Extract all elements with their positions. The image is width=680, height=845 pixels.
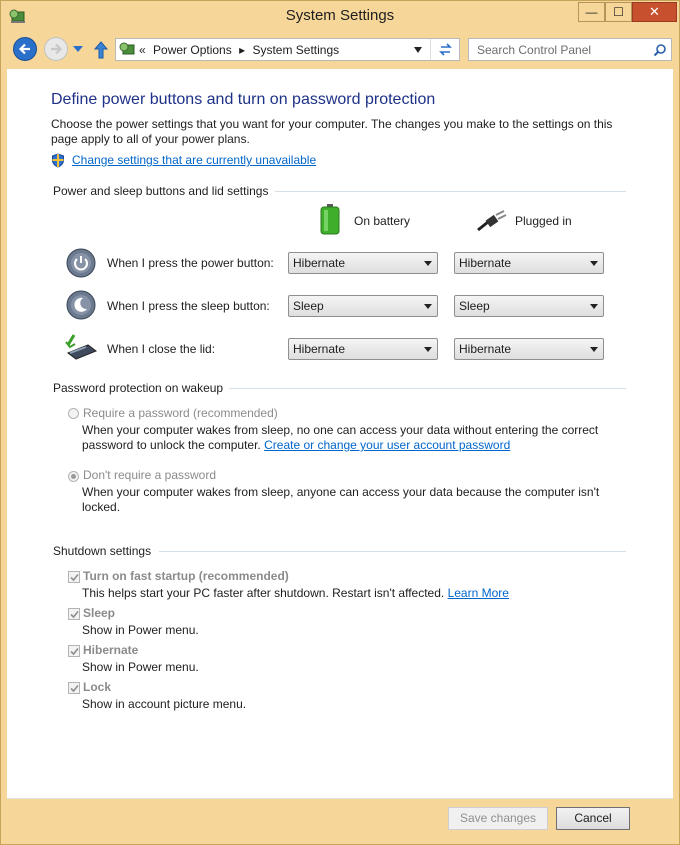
fast-startup-desc-line — [82, 586, 509, 600]
power-section-divider — [275, 191, 626, 192]
checkmark-icon — [70, 573, 79, 582]
breadcrumb-separator-icon[interactable]: ▸ — [239, 43, 246, 57]
laptop-lid-icon — [64, 333, 98, 363]
forward-arrow-icon — [49, 42, 63, 56]
require-password-desc-text: password to unlock the computer. — [82, 438, 261, 452]
search-icon[interactable] — [653, 43, 667, 57]
password-section-divider — [229, 388, 626, 389]
power-section-title: Power and sleep buttons and lid settings — [53, 184, 269, 198]
no-password-radio[interactable] — [68, 471, 79, 482]
back-arrow-icon — [18, 42, 32, 56]
footer-divider — [7, 798, 673, 799]
power-button-label: When I press the power button: — [107, 256, 274, 270]
lid-close-battery-value: Hibernate — [293, 342, 346, 356]
lid-close-label: When I close the lid: — [107, 342, 216, 356]
learn-more-link[interactable]: Learn More — [447, 586, 509, 600]
chevron-down-icon — [424, 347, 432, 352]
sleep-option-label[interactable]: Sleep — [83, 606, 116, 620]
fast-startup-label[interactable]: Turn on fast startup (recommended) — [83, 569, 289, 583]
save-changes-button[interactable]: Save changes — [448, 807, 548, 830]
uac-shield-icon — [51, 153, 65, 168]
chevron-down-icon — [424, 261, 432, 266]
address-bar[interactable] — [115, 38, 460, 61]
lid-close-battery-select[interactable] — [288, 338, 438, 360]
cancel-button[interactable]: Cancel — [556, 807, 630, 830]
chevron-down-icon — [590, 304, 598, 309]
title-bar[interactable] — [1, 1, 679, 33]
breadcrumb-overflow[interactable]: « — [139, 43, 146, 57]
back-button[interactable] — [13, 37, 37, 61]
up-one-level-icon[interactable] — [93, 41, 109, 59]
power-button-plugged-select[interactable] — [454, 252, 604, 274]
on-battery-header: On battery — [354, 214, 411, 228]
sleep-button-battery-value: Sleep — [293, 299, 324, 313]
require-password-radio[interactable] — [68, 408, 79, 419]
lid-close-plugged-select[interactable] — [454, 338, 604, 360]
lock-checkbox[interactable] — [68, 682, 80, 694]
chevron-down-icon — [590, 261, 598, 266]
fast-startup-desc: This helps start your PC faster after shutdown. Restart isn't affected. — [82, 586, 445, 600]
forward-button[interactable] — [44, 37, 68, 61]
change-settings-link[interactable]: Change settings that are currently unavailable — [72, 153, 317, 167]
require-password-label[interactable]: Require a password (recommended) — [83, 406, 278, 420]
chevron-down-icon — [424, 304, 432, 309]
recent-locations-dropdown-icon[interactable] — [72, 44, 84, 54]
plug-icon — [476, 210, 508, 232]
breadcrumb-system-settings[interactable]: System Settings — [252, 43, 340, 57]
battery-icon — [318, 203, 342, 235]
hibernate-option-label[interactable]: Hibernate — [83, 643, 139, 657]
no-password-desc: When your computer wakes from sleep, anyone can access your data because the computer isn't — [82, 485, 600, 499]
minimize-icon: — — [585, 5, 598, 19]
plugged-in-header: Plugged in — [515, 214, 572, 228]
navigation-bar — [1, 33, 679, 67]
page-intro: Choose the power settings that you want for your computer. The changes you make to the settings on this page apply to all of your power plans. — [51, 117, 613, 146]
breadcrumb-power-options[interactable]: Power Options — [153, 43, 232, 57]
hibernate-option-desc: Show in Power menu. — [82, 660, 199, 674]
window-title: System Settings — [285, 7, 395, 24]
close-button[interactable] — [632, 2, 677, 22]
lock-option-label[interactable]: Lock — [83, 680, 112, 694]
shutdown-section-title: Shutdown settings — [53, 544, 152, 558]
require-password-desc: When your computer wakes from sleep, no one can access your data without entering the correct — [82, 423, 599, 437]
content-pane — [7, 69, 673, 798]
sleep-button-plugged-value: Sleep — [459, 299, 490, 313]
power-button-battery-value: Hibernate — [293, 256, 346, 270]
page-title: Define power buttons and turn on password protection — [51, 91, 436, 108]
require-password-desc-line2 — [82, 438, 510, 452]
password-section-title: Password protection on wakeup — [53, 381, 224, 395]
refresh-icon[interactable] — [430, 39, 460, 60]
minimize-button[interactable] — [578, 2, 605, 22]
change-password-link[interactable]: Create or change your user account password — [264, 438, 511, 452]
sleep-checkbox[interactable] — [68, 608, 80, 620]
power-button-icon — [66, 248, 96, 278]
checkmark-icon — [70, 647, 79, 656]
chevron-down-icon — [590, 347, 598, 352]
maximize-icon: ☐ — [613, 5, 624, 19]
sleep-button-label: When I press the sleep button: — [107, 299, 270, 313]
no-password-label[interactable]: Don't require a password — [83, 468, 217, 482]
maximize-button[interactable] — [605, 2, 632, 22]
checkmark-icon — [70, 610, 79, 619]
breadcrumb — [139, 43, 343, 57]
power-button-battery-select[interactable] — [288, 252, 438, 274]
checkmark-icon — [70, 684, 79, 693]
control-panel-small-icon — [119, 42, 135, 57]
search-input[interactable]: Search Control Panel — [477, 43, 592, 57]
fast-startup-checkbox[interactable] — [68, 571, 80, 583]
no-password-desc-line2: locked. — [82, 500, 121, 514]
search-box[interactable] — [468, 38, 672, 61]
close-icon: ✕ — [649, 4, 660, 19]
sleep-button-battery-select[interactable] — [288, 295, 438, 317]
shutdown-section-divider — [159, 551, 626, 552]
hibernate-checkbox[interactable] — [68, 645, 80, 657]
sleep-button-icon — [66, 290, 96, 320]
address-dropdown-icon[interactable] — [413, 46, 423, 54]
lid-close-plugged-value: Hibernate — [459, 342, 512, 356]
lock-option-desc: Show in account picture menu. — [82, 697, 247, 711]
sleep-button-plugged-select[interactable] — [454, 295, 604, 317]
sleep-option-desc: Show in Power menu. — [82, 623, 199, 637]
power-button-plugged-value: Hibernate — [459, 256, 512, 270]
